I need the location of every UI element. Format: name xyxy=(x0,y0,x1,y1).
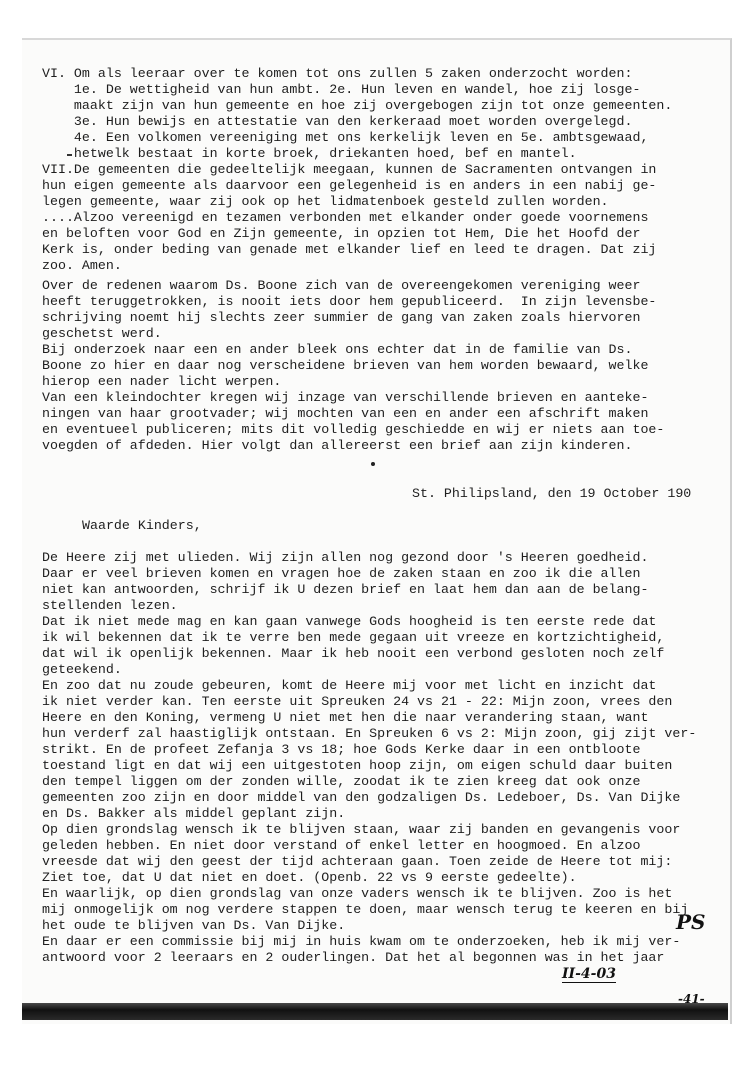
letter-line: Heere en den Koning, vermeng U niet met hen die naar verandering staan, want xyxy=(42,710,649,725)
text-line: voegden of afdeden. Hier volgt dan allereerst een brief aan zijn kinderen. xyxy=(42,438,633,453)
text-line: hierop een nader licht werpen. xyxy=(42,374,282,389)
letter-line: den tempel liggen om der zonden wille, zoodat ik te zien kreeg dat ook onze xyxy=(42,774,641,789)
text-line: schrijving noemt hij slechts zeer summier de gang van zaken zoals hiervoren xyxy=(42,310,641,325)
text-line: ....Alzoo vereenigd en tezamen verbonden met elkander onder goede voornemens xyxy=(42,210,649,225)
letter-line: mij onmogelijk om nog verdere stappen te doen, maar wensch terug te keeren en bij xyxy=(42,902,689,917)
separator-dot xyxy=(371,462,375,466)
text-line: heeft teruggetrokken, is nooit iets door hem gepubliceerd. In zijn levensbe- xyxy=(42,294,657,309)
letter-line: stellenden lezen. xyxy=(42,598,178,613)
text-line: zoo. Amen. xyxy=(42,258,122,273)
letter-line: vreesde dat wij den geest der tijd achteraan gaan. Toen zeide de Heere tot mij: xyxy=(42,854,673,869)
text-line: 1e. De wettigheid van hun ambt. 2e. Hun leven en wandel, hoe zij losge- xyxy=(42,82,641,97)
letter-line: En daar er een commissie bij mij in huis kwam om te onderzoeken, heb ik mij ver- xyxy=(42,934,681,949)
text-line: Van een kleindochter kregen wij inzage van verschillende brieven en aanteke- xyxy=(42,390,649,405)
letter-line: En zoo dat nu zoude gebeuren, komt de Heere mij voor met licht en inzicht dat xyxy=(42,678,657,693)
letter-line: antwoord voor 2 leeraars en 2 ouderlingen. Dat het al begonnen was in het jaar xyxy=(42,950,665,965)
letter-line: Dat ik niet mede mag en kan gaan vanwege Gods hoogheid is ten eerste rede dat xyxy=(42,614,657,629)
letter-line: ik wil bekennen dat ik te verre ben mede gegaan uit vreeze en kortzichtigheid, xyxy=(42,630,665,645)
archive-code: II-4-03 xyxy=(562,966,616,982)
letter-line: geteekend. xyxy=(42,662,122,677)
text-line: Kerk is, onder beding van genade met elkander lief en leed te dragen. Dat zij xyxy=(42,242,657,257)
letter-line: De Heere zij met ulieden. Wij zijn allen nog gezond door 's Heeren goedheid. xyxy=(42,550,649,565)
letter-line: niet kan antwoorden, schrijf ik U dezen brief en laat hem dan aan de belang- xyxy=(42,582,649,597)
letter-line: hun verderf zal haastiglijk ontstaan. En Spreuken 6 vs 2: Mijn zoon, gij zijt ver- xyxy=(42,726,697,741)
salutation: Waarde Kinders, xyxy=(82,518,202,533)
text-line: Boone zo hier en daar nog verscheidene brieven van hem worden bewaard, welke xyxy=(42,358,649,373)
text-line: hun eigen gemeente als daarvoor een gelegenheid is en anders in een nabij ge- xyxy=(42,178,657,193)
text-line: VII.De gemeenten die gedeeltelijk meegaan, kunnen de Sacramenten ontvangen in xyxy=(42,162,657,177)
letter-line: gemeenten zoo zijn en door middel van den godzaligen Ds. Ledeboer, Ds. Van Dijke xyxy=(42,790,681,805)
text-line: 3e. Hun bewijs en attestatie van den kerkeraad moet worden overgelegd. xyxy=(42,114,633,129)
letter-line: strikt. En de profeet Zefanja 3 vs 18; hoe Gods Kerke daar in een ontbloote xyxy=(42,742,641,757)
text-line: maakt zijn van hun gemeente en hoe zij overgebogen zijn tot onze gemeenten. xyxy=(42,98,673,113)
scan-edge-shadow xyxy=(22,1003,728,1020)
text-line: ningen van haar grootvader; wij mochten van een en ander een afschrift maken xyxy=(42,406,649,421)
dateline: St. Philipsland, den 19 October 190 xyxy=(412,486,692,501)
text-line: 4e. Een volkomen vereeniging met ons kerkelijk leven en 5e. ambtsgewaad, xyxy=(42,130,649,145)
letter-line: En waarlijk, op dien grondslag van onze vaders wensch ik te blijven. Zoo is het xyxy=(42,886,673,901)
letter-line: dat wil ik openlijk bekennen. Maar ik heb nooit een verbond gesloten noch zelf xyxy=(42,646,665,661)
letter-line: Daar er veel brieven komen en vragen hoe de zaken staan en zoo ik die allen xyxy=(42,566,641,581)
text-line: hetwelk bestaat in korte broek, driekanten hoed, bef en mantel. xyxy=(42,146,577,161)
text-line: en beloften voor God en Zijn gemeente, in opzien tot Hem, Die het Hoofd der xyxy=(42,226,641,241)
text-line: Bij onderzoek naar een en ander bleek ons echter dat in de familie van Ds. xyxy=(42,342,633,357)
text-line: VI. Om als leeraar over te komen tot ons zullen 5 zaken onderzocht worden: xyxy=(42,66,633,81)
letter-line: het oude te blijven van Ds. Van Dijke. xyxy=(42,918,346,933)
letter-line: ik niet verder kan. Ten eerste uit Spreuken 24 vs 21 - 22: Mijn zoon, vrees den xyxy=(42,694,673,709)
page-number: -41- xyxy=(678,992,705,1006)
letter-line: toestand ligt en dat wij een uitgestoten hoop zijn, om eigen schuld daar buiten xyxy=(42,758,673,773)
text-line: geschetst werd. xyxy=(42,326,162,341)
letter-line: geleden hebben. En niet door verstand of enkel letter en hoogmoed. En alzoo xyxy=(42,838,641,853)
text-line: Over de redenen waarom Ds. Boone zich van de overeengekomen vereniging weer xyxy=(42,278,641,293)
letter-line: en Ds. Bakker als middel geplant zijn. xyxy=(42,806,346,821)
letter-line: Op dien grondslag wensch ik te blijven staan, waar zij banden en gevangenis voor xyxy=(42,822,681,837)
letter-line: Ziet toe, dat U dat niet en doet. (Openb. 22 vs 9 eerste gedeelte). xyxy=(42,870,577,885)
text-line: en eventueel publiceren; mits dit volledig geschiedde en wij er niets aan toe- xyxy=(42,422,665,437)
text-line: legen gemeente, waar zij ook op het lidmatenboek gesteld zullen worden. xyxy=(42,194,609,209)
handwritten-initials: PS xyxy=(676,910,706,934)
